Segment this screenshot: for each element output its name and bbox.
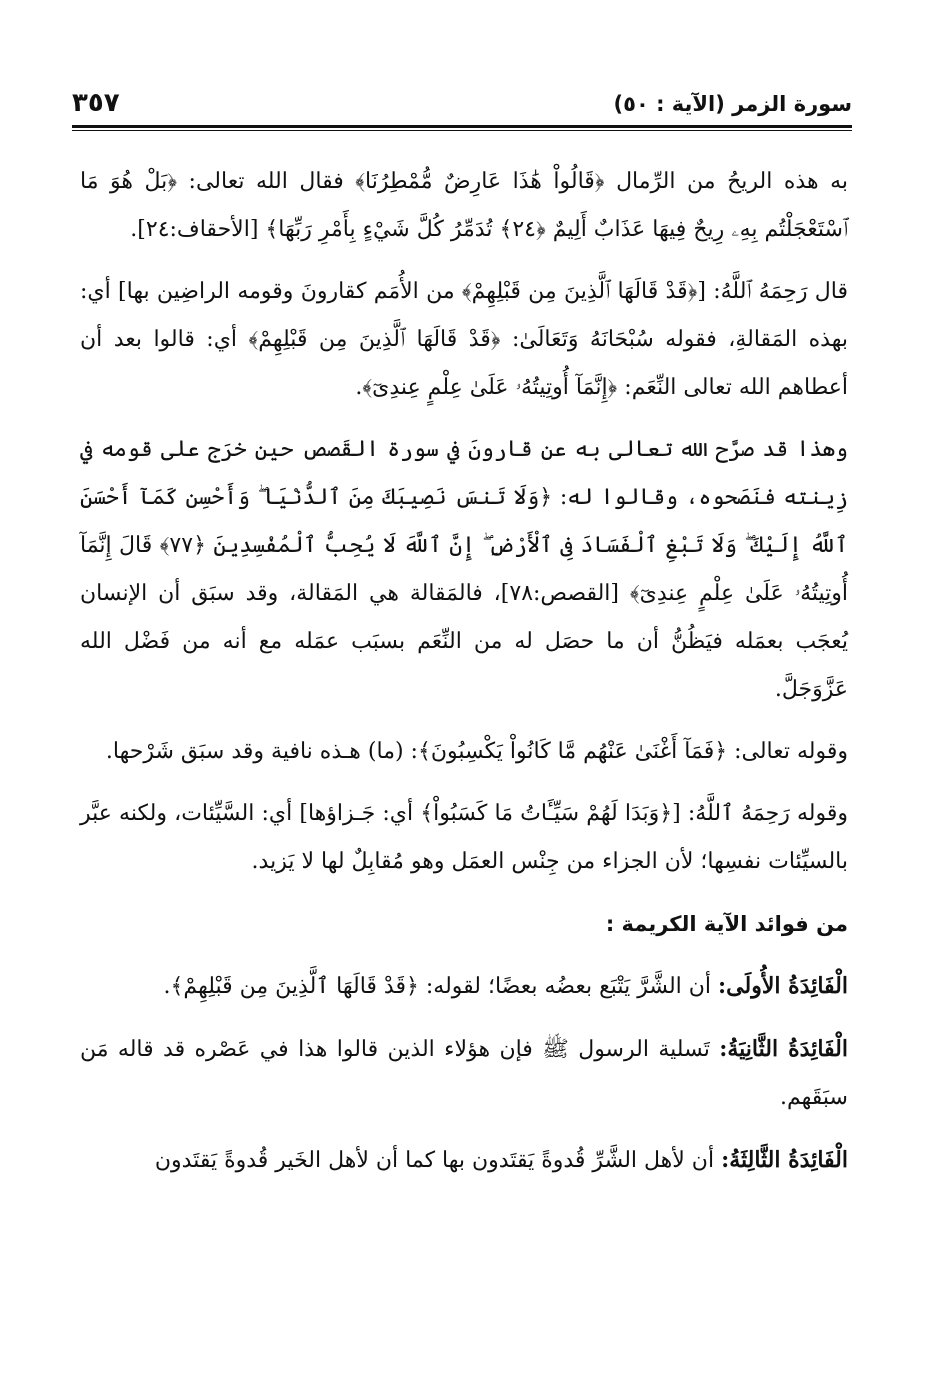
benefit-label: الْفَائِدَةُ الثَّالِثَةُ: (721, 1147, 848, 1173)
page-header (72, 88, 852, 122)
benefit-text: تَسلية الرسول ﷺ فإن هؤلاء الذين قالوا هذا في عَصْره قد قاله مَن سبَقَهم. (80, 1037, 848, 1110)
page-body (80, 158, 848, 1199)
page-number: ٣٥٧ (72, 88, 120, 118)
paragraph: قال رَحِمَهُ ٱللَّهُ: [﴿قَدْ قَالَهَا ٱلَّذِينَ مِن قَبْلِهِمْ﴾ من الأُمَم كقارونَ وقومه الراضِين بها] أي: بهذه المَقالةِ، فقوله سُبْحَانَهُ وَتَعَالَىٰ: ﴿قَدْ قَالَهَا ٱلَّذِينَ مِن قَبْلِهِمْ﴾ أي: قالوا بعد أن أعطاهم الله تعالى النِّعَم: ﴿إِنَّمَآ أُوتِيتُهُۥ عَلَىٰ عِلْمٍ عِندِىٓ﴾. (80, 279, 848, 400)
benefits-heading: من فوائد الآية الكريمة : (605, 912, 848, 936)
benefit-item (80, 1025, 848, 1122)
benefit-text: أن الشَّرَّ يَتْبَع بعضُه بعضًا؛ لقوله: ﴿قَدْ قَالَهَا ٱلَّذِينَ مِن قَبْلِهِمْ﴾. (163, 974, 712, 999)
paragraph: وهذا قد صرَّح الله تعالى به عن قارونَ في سورة القَصص حين خرَج على قومه في زِينته فنَصَحوه، وقالوا له: ﴿وَلَا تَنسَ نَصِيبَكَ مِنَ ٱلدُّنْيَا ۖ وَأَحْسِن كَمَآ أَحْسَنَ ٱللَّهُ إِلَيْكَ ۖ وَلَا تَبْغِ ٱلْفَسَادَ فِى ٱلْأَرْضِ ۖ إِنَّ ٱللَّهَ لَا يُحِبُّ ٱلْمُفْسِدِينَ ﴿٧٧﴾ قَالَ إِنَّمَآ أُوتِيتُهُۥ عَلَىٰ عِلْمٍ عِندِىٓ﴾ [القصص:٧٨]، فالمَقالة هي المَقالة، وقد سبَق أن الإنسان يُعجَب بعمَله فيَظُنُّ أن ما حصَل له من النِّعَم بسبَب عمَله مع أنه من فَضْل الله عَزَّوَجَلَّ. (80, 437, 849, 702)
paragraph: وقوله رَحِمَهُ ٱللَّهُ: [﴿وَبَدَا لَهُمْ سَيِّـَٔاتُ مَا كَسَبُواْ﴾ أي: جَـزاؤها] أي: السَّيِّئات، ولكنه عبَّر بالسيِّئات نفسِها؛ لأن الجزاء من جِنْس العمَل وهو مُقابِلٌ لها لا يَزيد. (80, 801, 848, 874)
header-rule (72, 125, 852, 128)
paragraph: به هذه الريحُ من الرِّمال ﴿قَالُواْ هَٰذَا عَارِضٌ مُّمْطِرُنَا﴾ فقال الله تعالى: ﴿بَلْ هُوَ مَا ٱسْتَعْجَلْتُم بِهِۦ رِيحٌ فِيهَا عَذَابٌ أَلِيمٌ ﴿٢٤﴾ تُدَمِّرُ كُلَّ شَيْءٍ بِأَمْرِ رَبِّهَا﴾ [الأحقاف:٢٤]. (80, 169, 848, 242)
paragraph: وقوله تعالى: ﴿فَمَآ أَغْنَىٰ عَنْهُم مَّا كَانُواْ يَكْسِبُونَ﴾: (ما) هـذه نافية وقد سبَق شَرْحها. (105, 739, 848, 764)
benefit-text: أن لأهل الشَّرِّ قُدوةً يَقتَدون بها كما أن لأهل الخَير قُدوةً يَقتَدون (154, 1148, 715, 1173)
benefit-label: الْفَائِدَةُ الأُولَى: (718, 973, 848, 999)
benefit-label: الْفَائِدَةُ الثَّانِيَةُ: (719, 1036, 848, 1062)
benefit-item (80, 1136, 848, 1185)
running-header-title: سورة الزمر (الآية : ٥٠) (613, 92, 852, 116)
benefit-item (80, 962, 848, 1011)
header-rule-thin (72, 130, 852, 131)
